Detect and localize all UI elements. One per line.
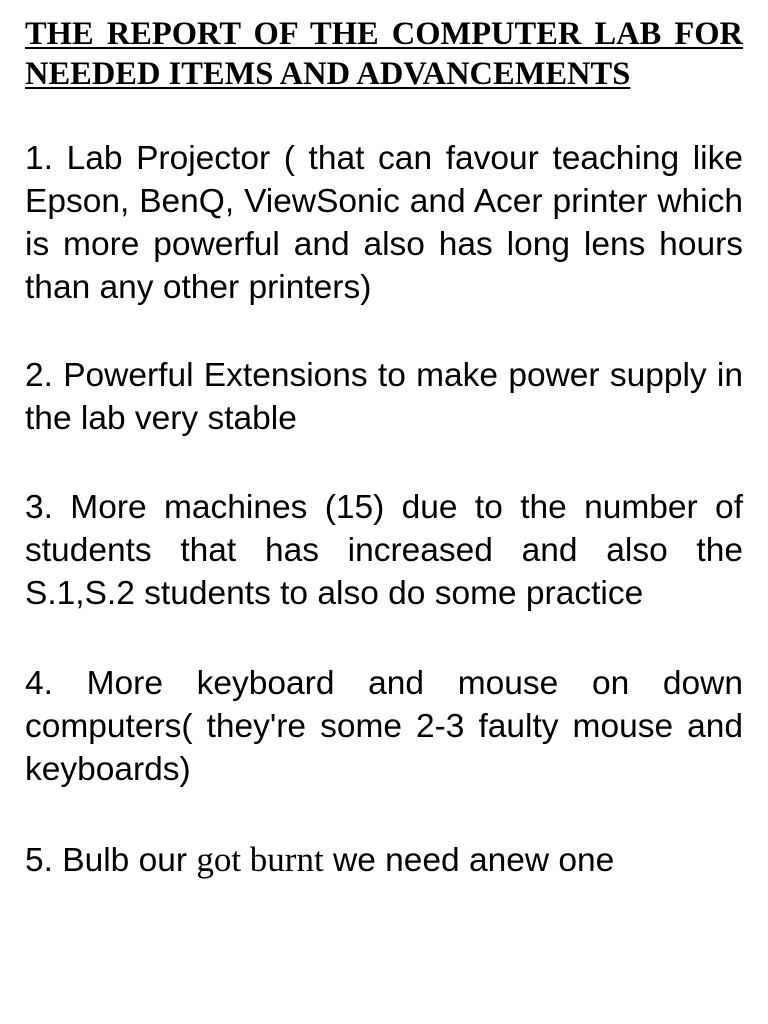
list-item-5-serif-text: got burnt	[196, 840, 324, 879]
document-page	[25, 14, 743, 882]
list-item-2: 2. Powerful Extensions to make power supply in the lab very stable	[25, 357, 743, 437]
list-item-5-text-end: we need anew one	[323, 842, 615, 879]
list-item-1: 1. Lab Projector ( that can favour teaching like Epson, BenQ, ViewSonic and Acer printer which is more powerful and also has long lens hours than any other printers)	[25, 140, 743, 306]
list-item-5-text-start: 5. Bulb our	[25, 842, 197, 879]
list-item-5	[25, 838, 743, 882]
document-title: THE REPORT OF THE COMPUTER LAB FOR NEEDED ITEMS AND ADVANCEMENTS	[25, 16, 743, 92]
list-item-4: 4. More keyboard and mouse on down computers( they're some 2-3 faulty mouse and keyboards)	[25, 665, 743, 788]
list-item-3: 3. More machines (15) due to the number of students that has increased and also the S.1,S.2 students to also do some practice	[25, 489, 743, 612]
